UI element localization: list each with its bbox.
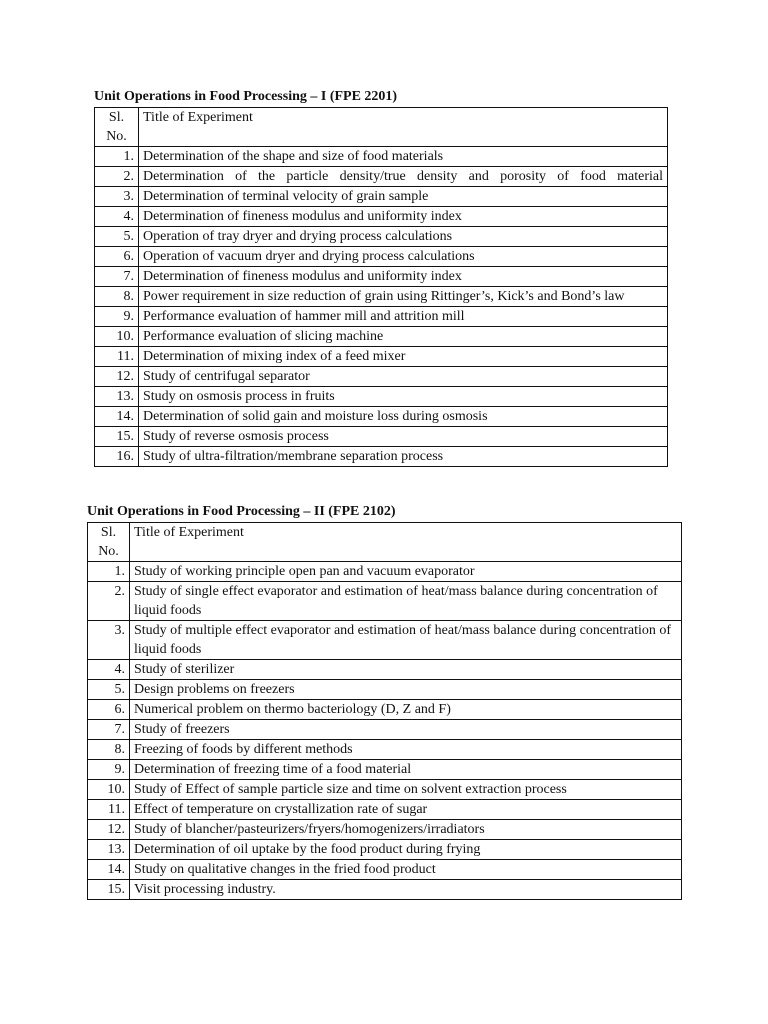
experiment-title-cell: Study on osmosis process in fruits	[139, 387, 668, 407]
table-row	[88, 760, 682, 780]
experiment-table-2	[87, 522, 682, 900]
sl-no-cell: 4.	[95, 207, 139, 227]
table-row	[95, 267, 668, 287]
sl-no-header: Sl. No.	[88, 523, 130, 562]
experiment-table-section-2	[87, 503, 682, 900]
experiment-title-cell: Visit processing industry.	[130, 880, 682, 900]
sl-no-cell: 16.	[95, 447, 139, 467]
experiment-title-cell: Performance evaluation of hammer mill and attrition mill	[139, 307, 668, 327]
experiment-title-cell: Performance evaluation of slicing machine	[139, 327, 668, 347]
table-2-body	[88, 562, 682, 900]
table-header-row	[88, 523, 682, 562]
table-row	[95, 387, 668, 407]
experiment-title-cell: Determination of the particle density/true density and porosity of food material	[139, 167, 668, 187]
sl-no-cell: 12.	[88, 820, 130, 840]
experiment-table-section-1	[94, 88, 668, 467]
table-row	[95, 427, 668, 447]
experiment-title-cell: Study of reverse osmosis process	[139, 427, 668, 447]
table-row	[95, 207, 668, 227]
sl-no-cell: 12.	[95, 367, 139, 387]
sl-no-cell: 7.	[95, 267, 139, 287]
table-row	[95, 327, 668, 347]
experiment-title-cell: Numerical problem on thermo bacteriology (D, Z and F)	[130, 700, 682, 720]
table-row	[88, 621, 682, 660]
sl-no-cell: 5.	[88, 680, 130, 700]
table-2-heading: Unit Operations in Food Processing – II (FPE 2102)	[87, 504, 396, 519]
table-row	[88, 840, 682, 860]
table-row	[88, 820, 682, 840]
sl-no-cell: 3.	[88, 621, 130, 660]
sl-no-cell: 1.	[88, 562, 130, 582]
experiment-title-cell: Determination of the shape and size of food materials	[139, 147, 668, 167]
experiment-title-cell: Determination of oil uptake by the food product during frying	[130, 840, 682, 860]
experiment-title-cell: Determination of fineness modulus and uniformity index	[139, 207, 668, 227]
table-row	[95, 347, 668, 367]
experiment-title-cell: Determination of fineness modulus and uniformity index	[139, 267, 668, 287]
table-row	[95, 247, 668, 267]
experiment-title-cell: Effect of temperature on crystallization rate of sugar	[130, 800, 682, 820]
sl-no-cell: 2.	[95, 167, 139, 187]
table-row	[95, 407, 668, 427]
table-row	[88, 740, 682, 760]
sl-no-cell: 14.	[88, 860, 130, 880]
title-header: Title of Experiment	[139, 108, 668, 147]
experiment-title-cell: Determination of terminal velocity of grain sample	[139, 187, 668, 207]
experiment-title-cell: Study of multiple effect evaporator and estimation of heat/mass balance during concentration of liquid foods	[130, 621, 682, 660]
sl-no-cell: 8.	[95, 287, 139, 307]
experiment-title-cell: Study of working principle open pan and vacuum evaporator	[130, 562, 682, 582]
experiment-title-cell: Study of single effect evaporator and estimation of heat/mass balance during concentration of liquid foods	[130, 582, 682, 621]
experiment-title-cell: Study on qualitative changes in the fried food product	[130, 860, 682, 880]
sl-no-cell: 9.	[95, 307, 139, 327]
sl-no-cell: 2.	[88, 582, 130, 621]
sl-no-cell: 7.	[88, 720, 130, 740]
sl-no-cell: 4.	[88, 660, 130, 680]
experiment-title-cell: Study of freezers	[130, 720, 682, 740]
table-row	[95, 187, 668, 207]
table-row	[95, 367, 668, 387]
sl-no-cell: 5.	[95, 227, 139, 247]
experiment-title-cell: Study of centrifugal separator	[139, 367, 668, 387]
experiment-table-1	[94, 107, 668, 467]
table-row	[95, 147, 668, 167]
table-row	[88, 880, 682, 900]
sl-no-cell: 6.	[88, 700, 130, 720]
sl-no-cell: 10.	[88, 780, 130, 800]
experiment-title-cell: Operation of tray dryer and drying process calculations	[139, 227, 668, 247]
sl-no-cell: 1.	[95, 147, 139, 167]
experiment-title-cell: Study of Effect of sample particle size and time on solvent extraction process	[130, 780, 682, 800]
sl-no-cell: 13.	[88, 840, 130, 860]
experiment-title-cell: Study of blancher/pasteurizers/fryers/homogenizers/irradiators	[130, 820, 682, 840]
sl-no-cell: 15.	[88, 880, 130, 900]
experiment-title-cell: Operation of vacuum dryer and drying process calculations	[139, 247, 668, 267]
table-row	[88, 660, 682, 680]
table-1-heading: Unit Operations in Food Processing – I (FPE 2201)	[94, 89, 398, 104]
table-row	[95, 447, 668, 467]
table-row	[95, 307, 668, 327]
table-header-row	[95, 108, 668, 147]
sl-no-cell: 11.	[88, 800, 130, 820]
sl-no-cell: 8.	[88, 740, 130, 760]
table-row	[88, 562, 682, 582]
experiment-title-cell: Determination of mixing index of a feed mixer	[139, 347, 668, 367]
experiment-title-cell: Power requirement in size reduction of grain using Rittinger’s, Kick’s and Bond’s law	[139, 287, 668, 307]
table-row	[95, 227, 668, 247]
sl-no-cell: 9.	[88, 760, 130, 780]
experiment-title-cell: Study of sterilizer	[130, 660, 682, 680]
sl-no-header: Sl. No.	[95, 108, 139, 147]
table-row	[88, 800, 682, 820]
table-row	[88, 720, 682, 740]
sl-no-cell: 15.	[95, 427, 139, 447]
sl-no-cell: 3.	[95, 187, 139, 207]
table-row	[88, 860, 682, 880]
experiment-title-cell: Study of ultra-filtration/membrane separation process	[139, 447, 668, 467]
sl-no-cell: 13.	[95, 387, 139, 407]
table-row	[88, 780, 682, 800]
table-row	[95, 287, 668, 307]
experiment-title-cell: Determination of freezing time of a food material	[130, 760, 682, 780]
sl-no-cell: 10.	[95, 327, 139, 347]
table-row	[88, 700, 682, 720]
experiment-title-cell: Design problems on freezers	[130, 680, 682, 700]
sl-no-cell: 6.	[95, 247, 139, 267]
experiment-title-cell: Freezing of foods by different methods	[130, 740, 682, 760]
experiment-title-cell: Determination of solid gain and moisture loss during osmosis	[139, 407, 668, 427]
table-row	[88, 582, 682, 621]
table-1-body	[95, 147, 668, 467]
table-row	[88, 680, 682, 700]
sl-no-cell: 14.	[95, 407, 139, 427]
title-header: Title of Experiment	[130, 523, 682, 562]
sl-no-cell: 11.	[95, 347, 139, 367]
table-row	[95, 167, 668, 187]
